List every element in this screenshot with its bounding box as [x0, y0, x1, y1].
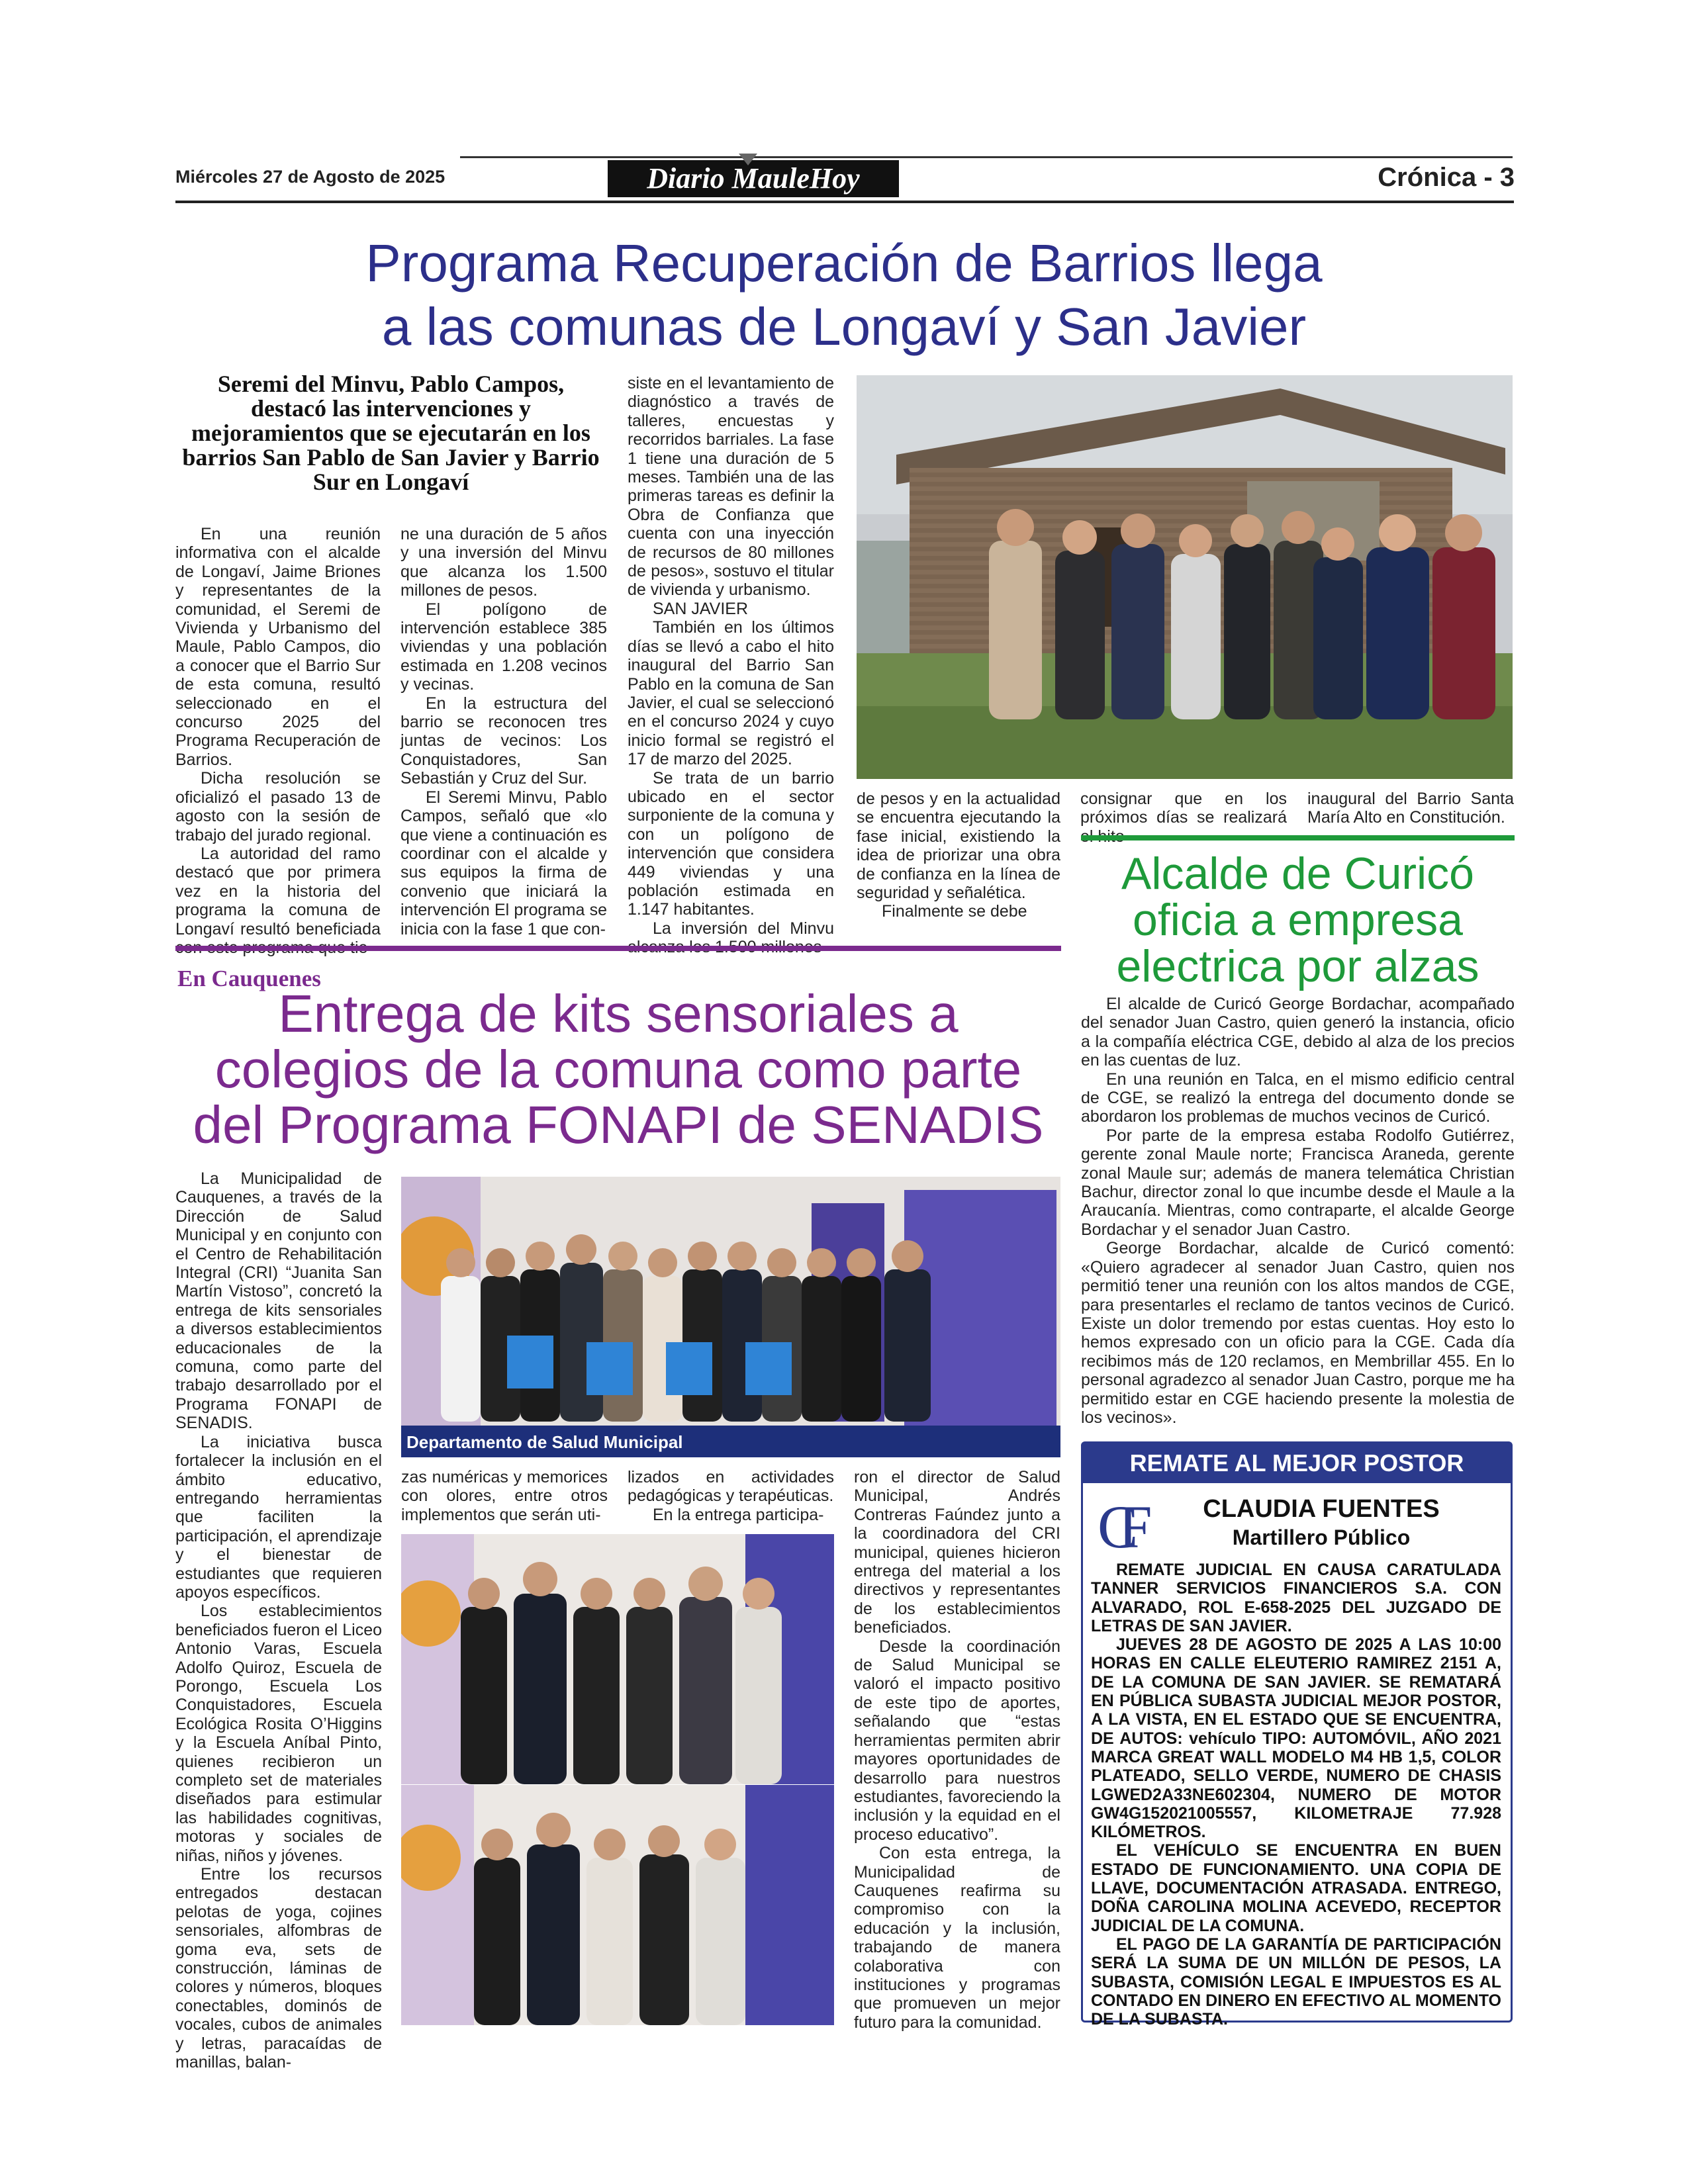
- paragraph: inaugural del Barrio Santa María Alto en Constitución.: [1307, 790, 1514, 827]
- article2-headline-line3: del Programa FONAPI de SENADIS: [193, 1095, 1044, 1154]
- article2-column-4: [854, 1468, 1060, 2032]
- paragraph: zas numéricas y memorices con olores, entre otros implementos que serán uti-: [401, 1468, 608, 1524]
- paragraph: Desde la coordinación de Salud Municipal se valoró el impacto positivo de este tipo de aportes, señalando que “estas herramientas permiten abrir mayores oportunidades de desarrollo para nuestros estudiantes, favoreciendo la inclusión y la equidad en el proceso educativo”.: [854, 1637, 1060, 1844]
- paragraph: REMATE JUDICIAL EN CAUSA CARATULADA TANNER SERVICIOS FINANCIEROS S.A. CON ALVARADO, ROL E-658-2025 DEL JUZGADO DE LETRAS DE SAN JAVIER.: [1091, 1561, 1501, 1635]
- article2-column-2: [401, 1468, 608, 1524]
- paragraph: El Seremi Minvu, Pablo Campos, señaló que «lo que viene a continuación es coordinar con el alcalde y sus equipos la firma de convenio que iniciará la intervención El programa se inicia con la fase 1 que con-: [400, 788, 607, 938]
- remate-body: [1091, 1561, 1501, 2028]
- masthead-title: Diario MauleHoy: [647, 162, 860, 195]
- paragraph: consignar que en los próximos días se realizará: [1080, 790, 1287, 827]
- article3-headline-line2: oficia a empresa: [1133, 895, 1463, 945]
- paragraph: Se trata de un barrio ubicado en el sector surponiente de la comuna y con un polígono de intervención que considera 449 viviendas y una población estimada en 1.147 habitantes.: [628, 768, 834, 919]
- paragraph: EL VEHÍCULO SE ENCUENTRA EN BUEN ESTADO DE FUNCIONAMIENTO. UNA COPIA DE LLAVE, DOCUMENTACIÓN ATRASADA. ENTREGO, DOÑA CAROLINA MOLINA ACEVEDO, RECEPTOR JUDICIAL DE LA COMUNA.: [1091, 1841, 1501, 1935]
- remate-logo-letters: CF: [1098, 1493, 1133, 1561]
- article1-headline-line2: a las comunas de Longaví y San Javier: [381, 297, 1307, 356]
- article1-column-3: [628, 374, 834, 957]
- paragraph: En la entrega participa-: [653, 1505, 824, 1524]
- article2-photo-group: [401, 1177, 1060, 1457]
- purple-divider: [175, 946, 1061, 951]
- masthead-notch: [739, 154, 757, 165]
- masthead-logo: [608, 160, 899, 197]
- article1-deck: Seremi del Minvu, Pablo Campos, destacó las intervenciones y mejoramientos que se ejecutarán en los barrios San Pablo de San Javier y Barrio Sur en Longaví: [182, 371, 600, 495]
- article2-column-1: [175, 1169, 382, 2072]
- paragraph: Con esta entrega, la Municipalidad de Cauquenes reafirma su compromiso con la educación y la inclusión, trabajando de manera colaborativa con instituciones y programas que promueven un mejor futuro para la comunidad.: [854, 1844, 1060, 2032]
- paragraph: En una reunión informativa con el alcalde de Longaví, Jaime Briones y representantes de la comunidad, el Seremi de Vivienda y Urbanismo del Maule, Pablo Campos, dio a conocer que el Barrio Sur de esta comuna, resultó seleccionado en el concurso 2025 del Programa Recuperación de Barrios.: [175, 525, 381, 769]
- paragraph: JUEVES 28 DE AGOSTO DE 2025 A LAS 10:00 HORAS EN CALLE ELEUTERIO RAMIREZ 2151 A, DE LA COMUNA DE SAN JAVIER. SE REMATARÁ EN PÚBLICA SUBASTA JUDICIAL MEJOR POSTOR, A LA VISTA, EN EL ESTADO QUE SE ENCUENTRA, DE AUTOS: vehículo TIPO: AUTOMÓVIL, AÑO 2021 MARCA GREAT WALL MODELO M4 HB 1,5, COLOR PLATEADO, SELLO VERDE, NUMERO DE CHASIS LGWED2A33NE602304, NUMERO DE MOTOR GW4G152021005557, KILOMETRAJE 77.928 KILÓMETROS.: [1091, 1635, 1501, 1842]
- header-top-rule: [460, 156, 1513, 158]
- paragraph: de pesos y en la actualidad se encuentra ejecutando la fase inicial, existiendo la idea de priorizar una obra de confianza en la línea de seguridad y señalética.: [857, 790, 1060, 903]
- remate-logo: [1098, 1494, 1144, 1560]
- remate-ad: [1081, 1441, 1513, 2029]
- article2-headline-line2: colegios de la comuna como parte: [214, 1040, 1022, 1099]
- paragraph: Por parte de la empresa estaba Rodolfo Gutiérrez, gerente zonal Maule norte; Francisca Araneda, gerente zonal Maule sur; además de manera telemática Christian Bachur, director zonal lo que incumbe desde el Maule a la Araucanía. Mientras, como contraparte, el alcalde George Bordachar y el senador Juan Castro.: [1081, 1126, 1515, 1239]
- paragraph: Finalmente se debe: [882, 902, 1027, 921]
- subhead-san-javier: SAN JAVIER: [653, 599, 749, 618]
- paragraph: ron el director de Salud Municipal, Andrés Contreras Faúndez junto a la coordinadora del CRI municipal, quienes hicieron entrega del material a los directivos y representantes de los establecimientos beneficiados.: [854, 1468, 1060, 1637]
- paragraph: La Municipalidad de Cauquenes, a través de la Dirección de Salud Municipal y en conjunto con el Centro de Rehabilitación Integral (CRI) “Juanita San Martín Vistoso”, concretó la entrega de kits sensoriales a diversos establecimientos educacionales de la comuna, como parte del trabajo desarrollado por el Programa FONAPI de SENADIS.: [175, 1169, 382, 1433]
- article2-photo-officials: [401, 1534, 834, 1784]
- header-bottom-rule: [175, 201, 1514, 203]
- article2-headline-line1: Entrega de kits sensoriales a: [278, 984, 959, 1043]
- paragraph: ne una duración de 5 años y una inversión del Minvu que alcanza los 1.500 millones de pesos.: [400, 525, 607, 600]
- paragraph: El polígono de intervención establece 385 viviendas y una población estimada en 1.208 vecinos y vecinas.: [400, 600, 607, 694]
- paragraph: El alcalde de Curicó George Bordachar, acompañado del senador Juan Castro, quien generó la instancia, oficio a la compañía eléctrica CGE, debido al alza de los precios en las cuentas de luz.: [1081, 995, 1515, 1070]
- article3-body: [1081, 995, 1515, 1427]
- remate-name: CLAUDIA FUENTES: [1203, 1495, 1440, 1523]
- section-label: Crónica - 3: [1378, 163, 1515, 192]
- article2-photo-team: [401, 1785, 834, 2025]
- remate-role: Martillero Público: [1232, 1525, 1411, 1549]
- paragraph: siste en el levantamiento de diagnóstico a través de talleres, encuestas y recorridos barriales. La fase 1 tiene una duración de 5 meses. También una de las primeras tareas es definir la Obra de Confianza que cuenta con una inyección de recursos de 80 millones de pesos», sostuvo el titular de vivienda y urbanismo.: [628, 374, 834, 600]
- article3-headline-line3: electrica por alzas: [1116, 941, 1479, 991]
- paragraph: EL PAGO DE LA GARANTÍA DE PARTICIPACIÓN SERÁ LA SUMA DE UN MILLÓN DE PESOS, LA SUBASTA, COMISIÓN LEGAL E IMPUESTOS ES AL CONTADO EN DINERO EN EFECTIVO AL MOMENTO DE LA SUBASTA.: [1091, 1934, 1501, 2029]
- paragraph: La autoridad del ramo destacó que por primera vez en la historia del programa la comuna de Longaví resultó beneficiada: [175, 844, 381, 938]
- paragraph: George Bordachar, alcalde de Curicó comentó: «Quiero agradecer al senador Juan Castro, quien nos permitió tener una reunión con los altos mandos de CGE, para presentarles el reclamo de tantos vecinos de Curicó. Existe un dolor tremendo por estas cuentas. Hoy esto lo hemos expresado con un oficio para la CGE. Cada día recibimos más de 120 reclamos, en Membrillar 455. En lo personal agradezco al senador Juan Castro, porque me ha permitido estar en CGE haciendo presente la molestia de los vecinos».: [1081, 1239, 1515, 1427]
- article1-headline: [175, 232, 1513, 359]
- paragraph: La iniciativa busca fortalecer la inclusión en el ámbito educativo, entregando herramientas que faciliten la participación, el aprendizaje y el bienestar de estudiantes que requieren apoyos específicos.: [175, 1432, 382, 1602]
- issue-date: Miércoles 27 de Agosto de 2025: [175, 167, 445, 187]
- photo-caption: Departamento de Salud Municipal: [406, 1432, 683, 1452]
- article2-column-3: [628, 1468, 834, 1524]
- paragraph: En la estructura del barrio se reconocen tres juntas de vecinos: Los Conquistadores, San Sebastián y Cruz del Sur.: [400, 694, 607, 788]
- paragraph: Entre los recursos entregados destacan pelotas de yoga, cojines sensoriales, alfombras de goma eva, sets de construcción, láminas de colores y números, bloques conectables, dominós de vocales, cubos de animales y letras, paracaídas de manillas, balan-: [175, 1865, 382, 2072]
- paragraph: Dicha resolución se oficializó el pasado 13 de agosto con la sesión de trabajo del jurado regional.: [175, 769, 381, 844]
- paragraph: Los establecimientos beneficiados fueron el Liceo Antonio Varas, Escuela Adolfo Quiroz, Escuela de Porongo, Escuela Los Conquistadores, Escuela Ecológica Rosita O’Higgins y la Escuela Aníbal Pinto, quienes recibieron un completo set de materiales diseñados para estimular las habilidades cognitivas, motoras y sociales de niñas, niños y jóvenes.: [175, 1602, 382, 1865]
- article3-headline: [1081, 850, 1515, 989]
- article3-headline-line1: Alcalde de Curicó: [1121, 848, 1474, 899]
- article1-headline-line1: Programa Recuperación de Barrios llega: [365, 234, 1323, 293]
- paragraph: También en los últimos días se llevó a cabo el hito inaugural del Barrio San Pablo en la comuna de San Javier, el cual se seleccionó en el concurso 2024 y cuyo inicio formal se registró el 17 de marzo del 2025.: [628, 618, 834, 769]
- remate-header: REMATE AL MEJOR POSTOR: [1083, 1443, 1511, 1483]
- article1-photo: [857, 375, 1513, 779]
- green-divider: [1081, 835, 1515, 841]
- paragraph: lizados en actividades pedagógicas y terapéuticas.: [628, 1468, 834, 1506]
- article2-kicker: En Cauquenes: [177, 966, 321, 991]
- article1-column-6: [1307, 790, 1514, 827]
- article1-column-2: [400, 525, 607, 938]
- article1-column-1: [175, 525, 381, 957]
- paragraph: En una reunión en Talca, en el mismo edificio central de CGE, se realizó la entrega del documento donde se abordaron los problemas de muchos vecinos de Curicó.: [1081, 1069, 1515, 1126]
- article2-headline: [175, 986, 1061, 1153]
- paragraph: La inversión del Minvu: [653, 919, 834, 938]
- article1-column-4: [857, 790, 1060, 921]
